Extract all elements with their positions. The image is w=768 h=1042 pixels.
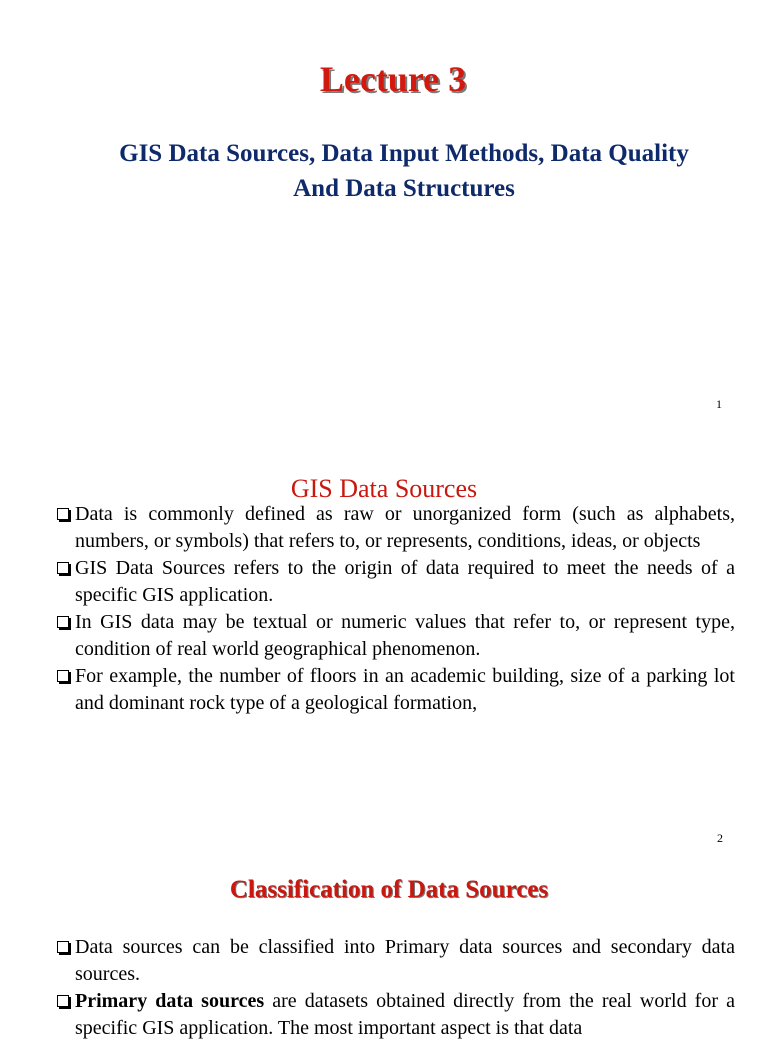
checkbox-bullet-icon — [57, 670, 69, 682]
page-number-2: 2 — [717, 831, 723, 845]
list-item: GIS Data Sources refers to the origin of data required to meet the needs of a specific GIS application. — [57, 555, 735, 609]
gis-data-sources-bullet-list — [57, 501, 735, 717]
list-item: In GIS data may be textual or numeric values that refer to, or represent type, condition of real world geographical phenomenon. — [57, 609, 735, 663]
primary-data-sources-term: Primary data sources — [75, 990, 265, 1012]
checkbox-bullet-icon — [57, 562, 69, 574]
section-title-gis-data-sources: GIS Data Sources — [290, 474, 478, 503]
checkbox-bullet-icon — [57, 508, 69, 520]
checkbox-bullet-icon — [57, 941, 69, 953]
page-number-1: 1 — [716, 397, 722, 411]
lecture-title: Lecture 3 — [319, 59, 467, 99]
lecture-subtitle: GIS Data Sources, Data Input Methods, Data Quality And Data Structures — [119, 140, 689, 202]
checkbox-bullet-icon — [57, 616, 69, 628]
list-item: Data is commonly defined as raw or unorganized form (such as alphabets, numbers, or symbols) that refers to, or represents, conditions, ideas, or objects — [57, 501, 735, 555]
list-item: For example, the number of floors in an academic building, size of a parking lot and dominant rock type of a geological formation, — [57, 663, 735, 717]
section-title-classification: Classification of Data Sources — [229, 876, 549, 903]
list-item: Data sources can be classified into Primary data sources and secondary data sources. — [57, 934, 735, 988]
checkbox-bullet-icon — [57, 995, 69, 1007]
list-item: Primary data sources are datasets obtained directly from the real world for a specific GIS application. The most important aspect is that data — [57, 988, 735, 1042]
classification-bullet-list — [57, 934, 735, 1042]
